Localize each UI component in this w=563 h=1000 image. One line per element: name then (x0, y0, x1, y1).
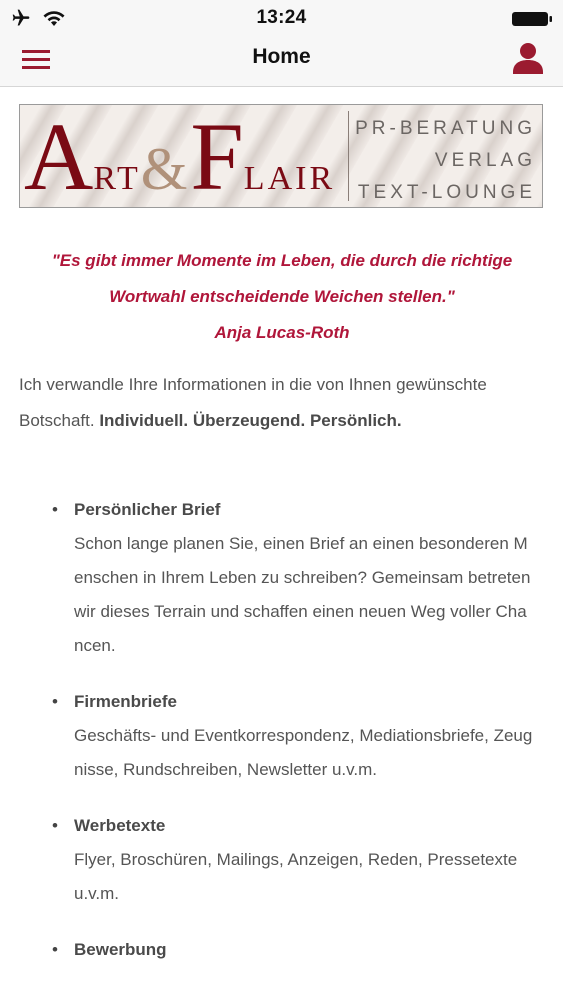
logo-tagline-lounge: TEXT-LOUNGE (357, 182, 536, 203)
bullet-icon: • (52, 500, 58, 519)
logo-letters-lair: LAIR (243, 160, 336, 197)
logo-banner (19, 104, 543, 208)
nav-bar (0, 36, 563, 87)
logo-letter-f: F (190, 104, 244, 208)
service-description: Schon lange planen Sie, einen Brief an einen besonderen Menschen in Ihrem Leben zu schreiben? Gemeinsam betreten wir dieses Terrain und schaffen einen neuen Weg voller Chancen. (74, 534, 531, 655)
logo-tagline-pr: PR-BERATUNG (355, 118, 536, 139)
service-title: Persönlicher Brief (74, 500, 221, 519)
bullet-icon: • (52, 816, 58, 835)
user-icon (511, 40, 545, 76)
logo-letter-a: A (24, 104, 94, 208)
status-bar (0, 0, 563, 36)
intro-emphasis: Individuell. Überzeugend. Persönlich. (99, 411, 402, 430)
list-item (0, 493, 534, 663)
service-title: Bewerbung (74, 940, 167, 959)
bullet-icon: • (52, 692, 58, 711)
logo-letters-rt: RT (93, 160, 141, 197)
list-item (0, 933, 534, 967)
service-title: Firmenbriefe (74, 692, 177, 711)
logo-taglines (350, 113, 542, 208)
list-item (0, 685, 534, 787)
service-title: Werbetexte (74, 816, 166, 835)
list-item (0, 809, 534, 911)
logo-ampersand: & (140, 136, 191, 202)
quote-block (10, 243, 554, 351)
intro-text: Ich verwandle Ihre Informationen in die von Ihnen gewünschte Botschaft. (19, 375, 487, 430)
service-description: Geschäfts- und Eventkorrespondenz, Mediationsbriefe, Zeugnisse, Rundschreiben, Newsletter u.v.m. (74, 726, 533, 779)
status-right (511, 10, 553, 33)
logo-divider (348, 111, 349, 201)
services-list (0, 493, 563, 967)
page-title: Home (252, 45, 311, 68)
quote-line-2: Wortwahl entscheidende Weichen stellen." (109, 287, 455, 306)
user-button[interactable] (511, 40, 545, 76)
battery-icon (511, 10, 553, 28)
logo-tagline-verlag: VERLAG (434, 150, 536, 171)
status-time: 13:24 (256, 7, 307, 28)
quote-line-1: "Es gibt immer Momente im Leben, die durch die richtige (51, 251, 513, 270)
logo-wordmark (24, 105, 335, 207)
quote-author: Anja Lucas-Roth (214, 323, 350, 342)
service-description: Flyer, Broschüren, Mailings, Anzeigen, Reden, Pressetexte u.v.m. (74, 850, 518, 903)
bullet-icon: • (52, 940, 58, 959)
intro-paragraph (19, 367, 544, 439)
